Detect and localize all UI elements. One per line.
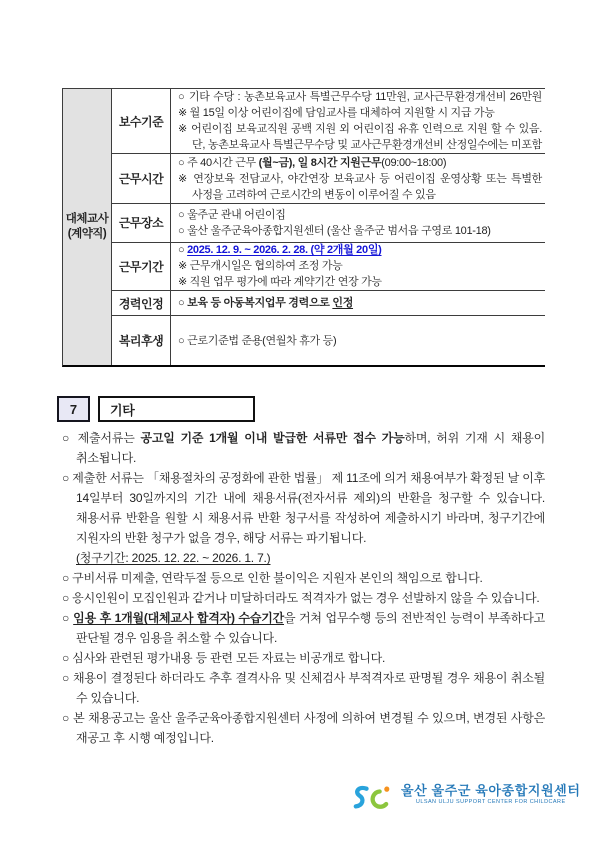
text-segment: 임용 후 1개월(대체교사 합격자) 수습기간 (73, 611, 285, 625)
table-row (112, 316, 545, 365)
table-text-line (178, 295, 542, 311)
text-segment: 2025. 12. 9. ~ 2026. 2. 28. (약 2개월 20일) (187, 244, 382, 257)
text-segment: 단, 농촌보육교사 특별근무수당 및 교사근무환경개선비 산정일수에는 미포함 (192, 139, 542, 151)
footer-logo (352, 783, 580, 812)
text-segment: (월~금), 일 8시간 지원근무 (258, 156, 382, 169)
table-text-line (178, 89, 542, 105)
row-content-cell (171, 316, 545, 365)
bullet-paragraph (62, 708, 545, 748)
text-segment: ○ 울산 울주군육아종합지원센터 (울산 울주군 범서읍 구영로 101-18) (178, 224, 491, 237)
row-label-cell: 근무시간 (112, 154, 171, 203)
text-segment: ○ 구비서류 미제출, 연락두절 등으로 인한 불이익은 지원자 본인의 책임으로 합니다. (62, 571, 483, 585)
bullet-paragraph (62, 668, 545, 708)
table-text-line (178, 242, 542, 258)
bullet-paragraph (62, 468, 545, 548)
text-segment: ○ 심사와 관련된 평가내용 등 관련 모든 자료는 비공개로 합니다. (62, 651, 386, 665)
row-content-cell (171, 204, 545, 242)
section-number-box: 7 (57, 396, 90, 422)
text-segment: 인정 (332, 297, 354, 310)
text-segment: 보육 등 아동복지업무 경력으로 (187, 297, 333, 310)
table-text-line (178, 105, 542, 121)
text-segment: ○ 주 40시간 근무 (178, 156, 259, 169)
row-content-cell (171, 89, 545, 153)
bullet-item (62, 588, 545, 608)
table-text-line (178, 274, 542, 290)
org-name-english: ULSAN ULJU SUPPORT CENTER FOR CHILDCARE (415, 799, 566, 805)
category-cell (63, 89, 112, 365)
table-text-line (178, 137, 542, 153)
text-segment: (청구기간: 2025. 12. 22. ~ 2026. 1. 7.) (76, 551, 271, 565)
text-segment: ○ 근로기준법 준용(연월차 휴가 등) (178, 334, 337, 347)
table-text-line (178, 333, 542, 349)
table-text-line (178, 207, 542, 223)
bullet-continuation-line (62, 548, 545, 568)
row-content-cell (171, 291, 545, 315)
text-segment: ※ 근무개시일은 협의하여 조정 가능 (178, 260, 343, 273)
category-line2: (계약직) (67, 228, 107, 240)
text-segment: ○ (62, 611, 74, 625)
bullet-paragraph (62, 608, 545, 648)
bullet-item (62, 648, 545, 668)
row-label-cell: 근무장소 (112, 204, 171, 242)
org-name-block (401, 783, 580, 806)
bullet-paragraph (62, 648, 545, 668)
row-content-cell (171, 243, 545, 290)
category-line1: 대체교사 (65, 213, 109, 225)
text-segment: ※ 직원 업무 평가에 따라 계약기간 연장 가능 (178, 276, 382, 289)
text-segment: ○ (178, 297, 188, 310)
text-segment: (09:00~18:00) (381, 156, 447, 169)
table-rows (112, 89, 545, 365)
text-segment: 공고일 기준 1개월 이내 발급한 서류만 접수 가능 (140, 431, 405, 445)
text-segment: ※ 연장보육 전담교사, 야간연장 보육교사 등 어린이집 운영상황 또는 특별한 (178, 172, 542, 185)
bullet-item (62, 568, 545, 588)
text-segment: ※ 어린이집 보육교직원 공백 지원 외 어린이집 유휴 인력으로 지원 할 수 있음. (178, 123, 542, 135)
text-segment: ○ 응시인원이 모집인원과 같거나 미달하더라도 적격자가 없는 경우 선발하지 않을 수 있습니다. (62, 591, 540, 605)
row-label-cell: 보수기준 (112, 89, 171, 153)
org-name-korean: 울산 울주군 육아종합지원센터 (401, 783, 581, 798)
row-label-cell: 근무기간 (112, 243, 171, 290)
bullet-paragraph (62, 568, 545, 588)
row-content-cell (171, 154, 545, 203)
bullet-item (62, 608, 545, 648)
text-segment: 하며, 허위 기재 시 채용이 취소됩니다. (76, 431, 546, 465)
table-text-line (178, 155, 542, 171)
text-segment: ○ 제출서류는 (62, 431, 141, 445)
table-row (112, 89, 545, 154)
table-text-line (178, 121, 542, 137)
table-text-line (178, 171, 542, 187)
table-row (112, 154, 545, 204)
table-text-line (178, 187, 542, 203)
text-segment: 을 거쳐 업무수행 등의 전반적인 능력이 부족하다고 판단될 경우 임용을 취소할 수 있습니다. (76, 611, 545, 645)
text-segment: ○ 기타 수당 : 농촌보육교사 특별근무수당 11만원, 교사근무환경개선비 26만원 (178, 91, 542, 103)
bullet-item (62, 708, 545, 748)
text-segment: ○ 채용이 결정된다 하더라도 추후 결격사유 및 신체검사 부적격자로 판명될 경우 채용이 취소될 수 있습니다. (62, 671, 545, 705)
section-header (57, 396, 255, 422)
row-label-cell: 경력인정 (112, 291, 171, 315)
row-label-cell: 복리후생 (112, 316, 171, 365)
table-row (112, 291, 545, 316)
notes-list (62, 428, 545, 748)
text-segment: ※ 월 15일 이상 어린이집에 담임교사를 대체하여 지원할 시 지급 가능 (178, 107, 495, 119)
bullet-item (62, 468, 545, 568)
table-row (112, 243, 545, 291)
bullet-paragraph (62, 588, 545, 608)
table-text-line (178, 223, 542, 239)
text-segment: 사정을 고려하여 근로시간의 변동이 이루어질 수 있음 (192, 188, 436, 201)
table-row (112, 204, 545, 243)
table-text-line (178, 258, 542, 274)
section-title-box: 기타 (98, 396, 255, 422)
bullet-item (62, 668, 545, 708)
employment-conditions-table (62, 88, 545, 367)
text-segment: ○ 울주군 관내 어린이집 (178, 208, 286, 221)
text-segment: ○ (178, 244, 188, 257)
bullet-paragraph (62, 428, 545, 468)
text-segment: ○ 제출한 서류는 「채용절차의 공정화에 관한 법률」 제 11조에 의거 채용여부가 확정된 날 이후 14일부터 30일까지의 기간 내에 채용서류(전자서류 제외)의 반환을 청구할 수 있습니다. 채용서류 반환을 원할 시 채용서류 반환 청구서를 작성하여 제출하시기 바라며, 청구기간에 지원자의 반환 청구가 없을 경우, 해당 서류는 파기됩니다. (62, 471, 545, 545)
text-segment: ○ 본 채용공고는 울산 울주군육아종합지원센터 사정에 의하여 변경될 수 있으며, 변경된 사항은 재공고 후 시행 예정입니다. (62, 711, 545, 745)
bullet-item (62, 428, 545, 468)
org-logo-sc-icon (352, 784, 396, 812)
